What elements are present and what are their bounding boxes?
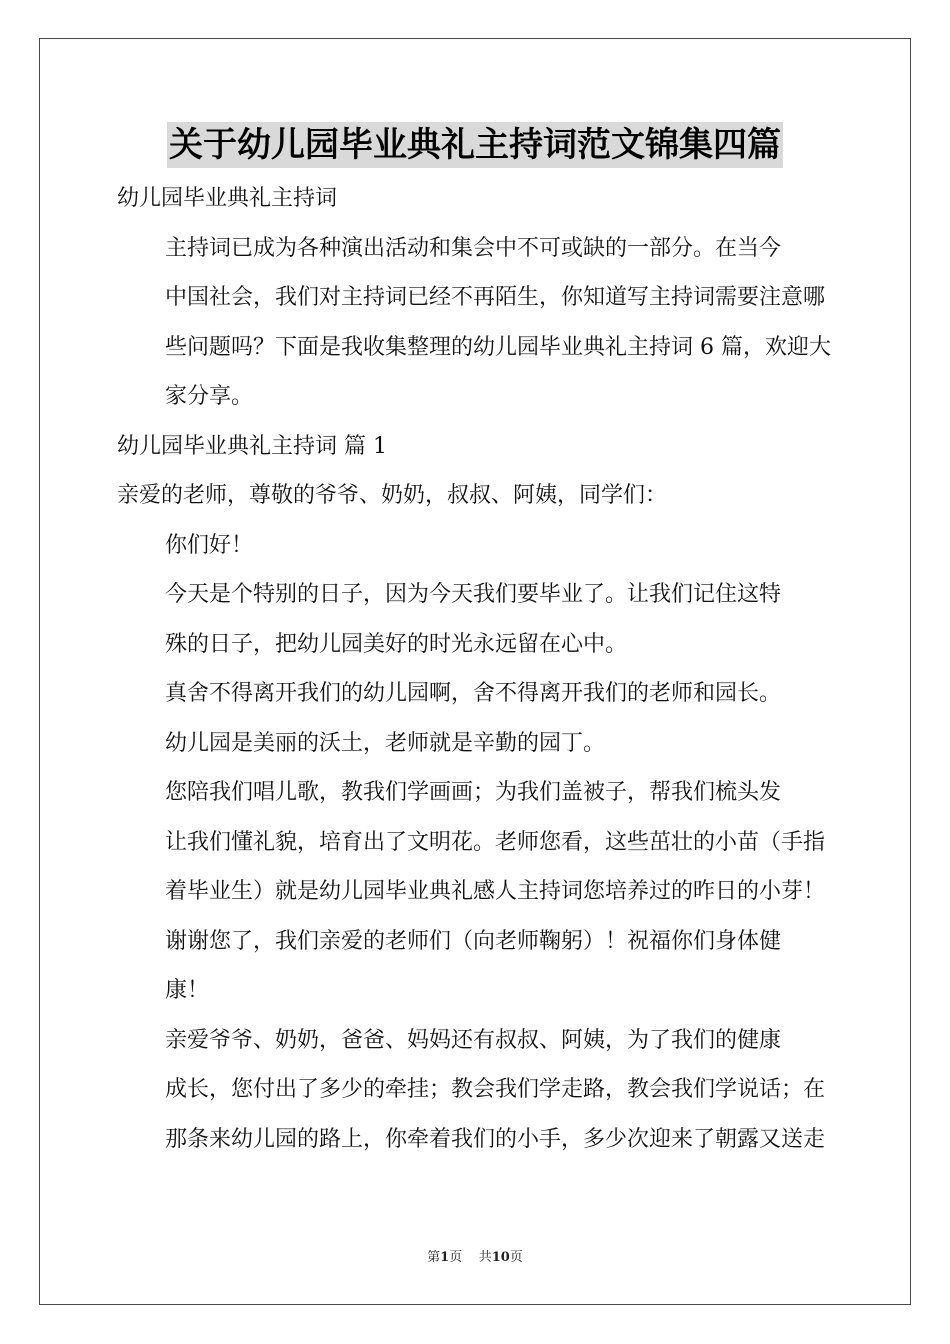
text-line: 主持词已成为各种演出活动和集会中不可或缺的一部分。在当今 bbox=[165, 235, 782, 261]
text-line: 家分享。 bbox=[165, 384, 254, 409]
paragraph bbox=[117, 422, 833, 472]
paragraph bbox=[117, 521, 833, 571]
title-container bbox=[0, 122, 950, 168]
document-body bbox=[117, 174, 833, 1164]
page-total: 10 bbox=[491, 1250, 510, 1265]
text-line: 幼儿园毕业典礼主持词 篇 1 bbox=[117, 433, 387, 459]
text-line: 成长，您付出了多少的牵挂；教会我们学走路，教会我们学说话；在 bbox=[165, 1077, 826, 1102]
text-line: 您陪我们唱儿歌，教我们学画画；为我们盖被子，帮我们梳头发 bbox=[165, 780, 782, 805]
paragraph bbox=[117, 471, 833, 521]
text-line: 幼儿园毕业典礼主持词 bbox=[117, 186, 338, 211]
page-current: 1 bbox=[440, 1250, 450, 1265]
text-line: 中国社会，我们对主持词已经不再陌生，你知道写主持词需要注意哪 bbox=[165, 285, 826, 310]
text-line: 你们好！ bbox=[165, 532, 254, 558]
text-line: 亲爱爷爷、奶奶，爸爸、妈妈还有叔叔、阿姨，为了我们的健康 bbox=[165, 1027, 782, 1053]
page-unit: 页 bbox=[449, 1250, 463, 1265]
text-line: 着毕业生）就是幼儿园毕业典礼感人主持词您培养过的昨日的小芽！ bbox=[165, 879, 826, 904]
text-line: 殊的日子，把幼儿园美好的时光永远留在心中。 bbox=[165, 631, 628, 657]
text-line: 康！ bbox=[165, 978, 210, 1003]
document-title: 关于幼儿园毕业典礼主持词范文锦集四篇 bbox=[167, 122, 783, 168]
paragraph bbox=[117, 768, 833, 917]
paragraph bbox=[117, 917, 833, 1016]
paragraph bbox=[117, 1016, 833, 1165]
text-line: 些问题吗？下面是我收集整理的幼儿园毕业典礼主持词 6 篇，欢迎大 bbox=[165, 334, 831, 360]
total-prefix: 共 bbox=[478, 1250, 492, 1265]
paragraph bbox=[117, 224, 833, 422]
page-prefix: 第 bbox=[427, 1250, 441, 1265]
text-line: 幼儿园是美丽的沃土，老师就是辛勤的园丁。 bbox=[165, 730, 606, 756]
page-footer bbox=[0, 1246, 950, 1265]
text-line: 那条来幼儿园的路上，你牵着我们的小手，多少次迎来了朝露又送走 bbox=[165, 1126, 826, 1152]
text-line: 让我们懂礼貌，培育出了文明花。老师您看，这些茁壮的小苗（手指 bbox=[165, 829, 826, 855]
text-line: 真舍不得离开我们的幼儿园啊，舍不得离开我们的老师和园长。 bbox=[165, 681, 782, 706]
text-line: 亲爱的老师，尊敬的爷爷、奶奶，叔叔、阿姨，同学们： bbox=[117, 483, 668, 508]
paragraph bbox=[117, 669, 833, 768]
total-unit: 页 bbox=[509, 1250, 523, 1265]
paragraph bbox=[117, 174, 833, 224]
text-line: 谢谢您了，我们亲爱的老师们（向老师鞠躬）！祝福你们身体健 bbox=[165, 928, 782, 954]
paragraph bbox=[117, 570, 833, 669]
text-line: 今天是个特别的日子，因为今天我们要毕业了。让我们记住这特 bbox=[165, 582, 782, 607]
